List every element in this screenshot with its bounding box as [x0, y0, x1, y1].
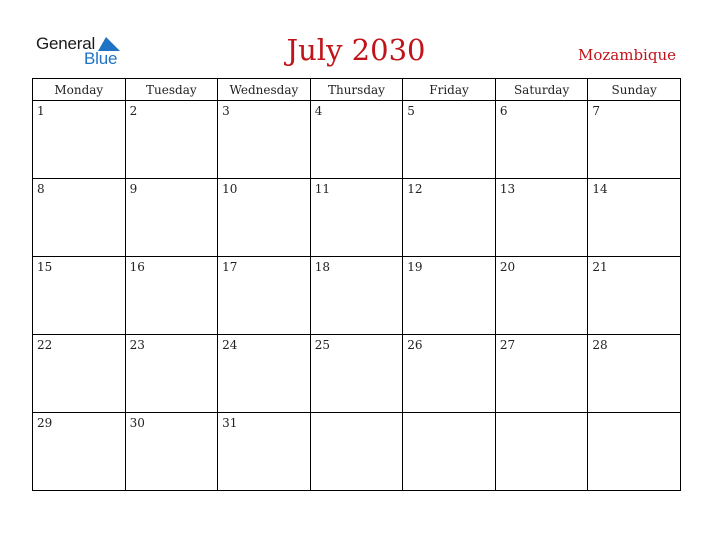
day-cell: [495, 101, 588, 179]
page-title: July 2030: [286, 33, 426, 67]
day-number: 24: [222, 338, 238, 352]
day-number: 27: [499, 338, 516, 352]
day-cell: [495, 413, 588, 491]
day-cell: [125, 257, 218, 335]
day-cell: [33, 335, 126, 413]
day-number: [311, 413, 403, 416]
day-number: 25: [314, 338, 330, 352]
day-cell: [218, 335, 311, 413]
day-cell: [495, 335, 588, 413]
day-number: 13: [499, 182, 516, 196]
day-number: 29: [37, 416, 53, 430]
day-number: 19: [407, 260, 423, 274]
day-cell: [403, 257, 496, 335]
day-number: 20: [499, 260, 516, 274]
day-number: 9: [129, 182, 138, 196]
day-cell: [125, 335, 218, 413]
day-cell: [588, 101, 681, 179]
day-cell: [310, 335, 403, 413]
day-number: 26: [407, 338, 423, 352]
day-number: 21: [592, 260, 608, 274]
week-row: [33, 413, 681, 491]
calendar-grid: [32, 78, 681, 491]
day-number: 7: [592, 104, 601, 118]
day-cell: [33, 179, 126, 257]
weekday-header: Wednesday: [218, 79, 311, 101]
day-cell: [33, 257, 126, 335]
day-cell: [125, 101, 218, 179]
weekday-header-row: [33, 79, 681, 101]
day-number: 12: [407, 182, 423, 196]
day-cell: [218, 257, 311, 335]
day-number: 23: [129, 338, 145, 352]
week-row: [33, 335, 681, 413]
week-row: [33, 179, 681, 257]
day-number: 4: [314, 104, 323, 118]
weekday-header: Thursday: [310, 79, 403, 101]
day-cell: [403, 179, 496, 257]
logo-word-blue: Blue: [84, 49, 118, 68]
day-number: 30: [129, 416, 145, 430]
logo-word-general: General: [36, 34, 96, 53]
day-number: 2: [129, 104, 138, 118]
week-row: [33, 101, 681, 179]
day-number: 11: [314, 182, 330, 196]
day-number: 5: [407, 104, 415, 118]
week-row: [33, 257, 681, 335]
day-cell: [125, 413, 218, 491]
weekday-header: Monday: [33, 79, 126, 101]
day-number: 17: [222, 260, 238, 274]
day-cell: [495, 179, 588, 257]
day-number: 16: [129, 260, 145, 274]
day-cell: [403, 413, 496, 491]
weekday-header: Tuesday: [125, 79, 218, 101]
day-number: 1: [37, 104, 45, 118]
day-cell: [310, 257, 403, 335]
day-cell: [588, 179, 681, 257]
day-cell: [403, 335, 496, 413]
day-cell: [310, 413, 403, 491]
day-cell: [310, 179, 403, 257]
day-cell: [218, 413, 311, 491]
weekday-header: Saturday: [495, 79, 588, 101]
day-number: 14: [592, 182, 608, 196]
day-number: 18: [314, 260, 330, 274]
day-cell: [33, 101, 126, 179]
day-cell: [495, 257, 588, 335]
day-number: [403, 413, 495, 416]
weekday-header: Sunday: [588, 79, 681, 101]
day-cell: [588, 413, 681, 491]
day-number: 8: [37, 182, 45, 196]
day-number: 15: [37, 260, 53, 274]
day-number: 22: [37, 338, 53, 352]
day-cell: [33, 413, 126, 491]
day-number: 31: [222, 416, 238, 430]
day-number: 28: [592, 338, 608, 352]
day-cell: [125, 179, 218, 257]
day-cell: [403, 101, 496, 179]
day-cell: [218, 179, 311, 257]
day-cell: [310, 101, 403, 179]
day-cell: [588, 335, 681, 413]
day-cell: [218, 101, 311, 179]
country-label: Mozambique: [578, 46, 676, 64]
day-number: 6: [499, 104, 508, 118]
weekday-header: Friday: [403, 79, 496, 101]
day-number: 3: [222, 104, 230, 118]
day-cell: [588, 257, 681, 335]
day-number: 10: [222, 182, 238, 196]
day-number: [588, 413, 680, 416]
day-number: [496, 413, 588, 416]
